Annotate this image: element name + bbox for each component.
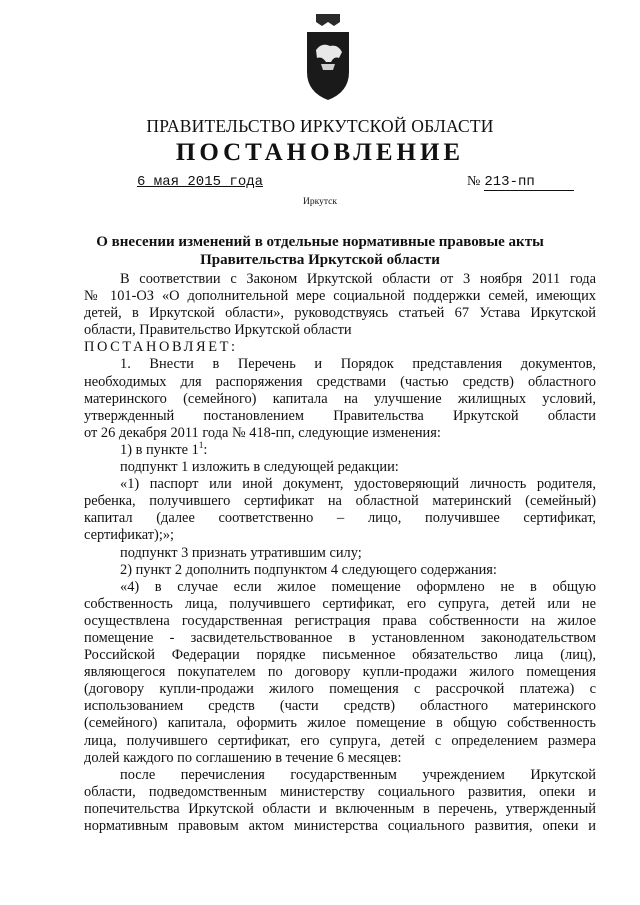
- text-line: долей каждого по соглашению в течение 6 месяцев:: [84, 749, 402, 766]
- clause-text: 1) в пункте 1: [120, 441, 199, 458]
- text-line: собственность лица, получившего сертификат, его супруга, детей или не: [84, 595, 596, 612]
- decree-operative-word: ПОСТАНОВЛЯЕТ:: [84, 339, 238, 356]
- text-line: попечительства Иркутской области и включенным в перечень, утвержденный: [84, 800, 596, 817]
- decree-date: 6 мая 2015 года: [137, 174, 264, 190]
- text-line: 2) пункт 2 дополнить подпунктом 4 следующего содержания:: [120, 561, 497, 578]
- decree-number: 213-пп: [484, 175, 574, 191]
- subject-line: Правительства Иркутской области: [200, 252, 440, 268]
- number-sign: №: [467, 174, 481, 189]
- text-line: «1) паспорт или иной документ, удостоверяющий личность родителя,: [120, 476, 596, 493]
- text-line: области, Правительство Иркутской области: [84, 322, 352, 339]
- text-line: (семейного) капитала, оформить жилое помещение в общую собственность: [84, 715, 596, 732]
- text-line: 1. Внести в Перечень и Порядок представления документов,: [120, 356, 596, 373]
- text-line: «4) в случае если жилое помещение оформлено не в общую: [120, 578, 596, 595]
- text-line: лица, получившего сертификат, его супруга, детей с определением размера: [84, 732, 596, 749]
- decree-number-block: [467, 174, 574, 191]
- text-line: нормативным правовым актом министерства социального развития, опеки и: [84, 818, 596, 834]
- text-line: области, подведомственным министерству социального развития, опеки и: [84, 783, 596, 800]
- text-line: подпункт 1 изложить в следующей редакции:: [120, 459, 399, 476]
- text-line: подпункт 3 признать утратившим силу;: [120, 544, 362, 561]
- text-line: сертификат);»;: [84, 527, 175, 544]
- text-line: (договору купли-продажи жилого помещения с рассрочкой платежа) с: [84, 681, 596, 698]
- text-line: являющегося покупателем по договору купли-продажи жилого помещения: [84, 664, 596, 681]
- text-line: от 26 декабря 2011 года № 418-пп, следующие изменения:: [84, 424, 441, 441]
- text-line: после перечисления государственным учреждением Иркутской: [120, 766, 596, 783]
- document-type-title: ПОСТАНОВЛЕНИЕ: [175, 139, 465, 166]
- decree-body: [84, 271, 596, 835]
- text-line: [84, 442, 596, 459]
- text-line: осуществлена государственная регистрация права собственности на жилое: [84, 612, 596, 629]
- subject-line: О внесении изменений в отдельные нормативные правовые акты: [96, 234, 544, 250]
- text-line: утвержденный постановлением Правительства Иркутской области: [84, 407, 596, 424]
- text-line: В соответствии с Законом Иркутской области от 3 ноября 2011 года: [120, 271, 596, 287]
- text-line: необходимых для распоряжения средствами (частью средств) областного: [84, 373, 596, 390]
- text-line: ребенка, получившего сертификат на областной материнский (семейный): [84, 493, 596, 510]
- text-line: Российской Федерации порядке письменное обязательство лица (лиц),: [84, 647, 596, 664]
- decree-subject: [0, 233, 640, 269]
- clause-superscript: 1: [198, 440, 204, 451]
- text-line: № 101-ОЗ «О дополнительной мере социальной поддержки семей, имеющих: [84, 288, 596, 305]
- government-name: ПРАВИТЕЛЬСТВО ИРКУТСКОЙ ОБЛАСТИ: [146, 116, 494, 136]
- text-line: детей, в Иркутской области», руководствуясь статьей 67 Устава Иркутской: [84, 305, 596, 322]
- text-line: капитал (далее соответственно – лицо, получившее сертификат,: [84, 510, 596, 527]
- coat-of-arms-emblem: [304, 10, 352, 104]
- city-name: Иркутск: [303, 197, 337, 207]
- text-line: материнского (семейного) капитала на улучшение жилищных условий,: [84, 390, 596, 407]
- clause-colon: :: [203, 441, 208, 458]
- text-line: использованием средств (части средств) областного материнского: [84, 698, 596, 715]
- text-line: помещение - засвидетельствованное в установленном законодательством: [84, 629, 596, 646]
